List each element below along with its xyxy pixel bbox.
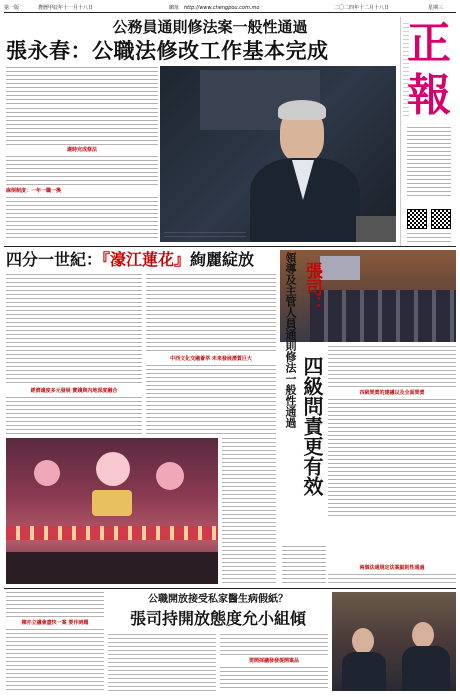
bottom-body-mid-1 bbox=[108, 634, 216, 691]
site-label: 網址 bbox=[169, 5, 180, 11]
lead-body-3 bbox=[6, 197, 158, 241]
right-feature-body-3 bbox=[282, 546, 326, 584]
right-feature-headline: 四級問責更有效 bbox=[300, 356, 324, 496]
bottom-body-left-2 bbox=[6, 629, 104, 691]
official-1-suit bbox=[342, 652, 386, 691]
lead-subhead-2: 麻倒制度：一年一職一換 bbox=[6, 188, 62, 194]
feature-col-2 bbox=[146, 274, 276, 354]
issue-date: 二〇二四年十二月十八日 bbox=[334, 5, 390, 11]
feature-subhead-1: 經濟適度多元發展 實踐與內地深度融合 bbox=[30, 388, 118, 394]
bottom-body-left bbox=[6, 592, 104, 618]
weekday: 星期三 bbox=[428, 5, 444, 11]
assembly-screen bbox=[320, 256, 360, 280]
lead-subhead-1: 適時完成修法 bbox=[66, 147, 97, 153]
qr-captions bbox=[407, 233, 451, 245]
official-1 bbox=[352, 628, 374, 654]
banner-25 bbox=[92, 490, 132, 516]
feature-caption: 中西文化交融薈萃 未來發展潛質巨大 bbox=[170, 356, 252, 362]
lead-kicker: 公務員通則修法案一般性通過 bbox=[112, 18, 308, 36]
crowd bbox=[6, 552, 218, 584]
feature-headline-pre: 四分一世紀： bbox=[6, 250, 103, 269]
lead-body-2 bbox=[6, 156, 158, 186]
lunar-date: 農曆甲辰年十一月十八日 bbox=[38, 5, 94, 11]
bottom-subhead-1: 陳亦立議會盡快一案 要作詞題 bbox=[21, 620, 89, 626]
right-feature-body-2 bbox=[328, 399, 456, 519]
right-feature-subhead-2: 兩個法通規定法案細則性通過 bbox=[359, 565, 425, 571]
photo-caption bbox=[164, 232, 246, 240]
qr-code-2[interactable] bbox=[431, 209, 451, 229]
lead-headline: 張永春：公職法修改工作基本完成 bbox=[6, 39, 329, 63]
lantern-2 bbox=[96, 452, 130, 486]
logo-char-zheng: 正 bbox=[407, 18, 451, 69]
lantern-1 bbox=[34, 460, 60, 486]
desk-mic bbox=[356, 216, 396, 242]
lantern-3 bbox=[156, 462, 184, 490]
lantern-row bbox=[6, 526, 218, 540]
bottom-subhead-2: 要開採議發發提開案品 bbox=[248, 658, 299, 664]
bottom-headline: 張司持開放態度允小組傾 bbox=[129, 609, 306, 628]
speaker-hair bbox=[278, 100, 326, 120]
right-feature-kicker: 領導及主管人員通則修法一般性通過 bbox=[284, 252, 297, 428]
right-feature-subhead-1: 四級問責的建議以及全面問責 bbox=[359, 390, 425, 396]
bottom-body-mid-2 bbox=[220, 634, 328, 656]
feature-col-2b bbox=[146, 365, 276, 435]
feature-col-1 bbox=[6, 274, 142, 386]
bottom-body-mid-3 bbox=[220, 667, 328, 691]
lead-body-1 bbox=[6, 108, 158, 146]
feature-photo-lanterns bbox=[6, 438, 218, 584]
official-2 bbox=[412, 622, 434, 648]
lead-photo-speaker bbox=[160, 66, 396, 242]
lead-intro bbox=[6, 67, 158, 105]
feature-col-3 bbox=[222, 438, 276, 584]
feature-col-1b bbox=[6, 397, 142, 435]
publisher-info bbox=[407, 127, 451, 197]
right-feature-body-1 bbox=[328, 346, 456, 388]
qr-code-1[interactable] bbox=[407, 209, 427, 229]
masthead-strip bbox=[4, 4, 456, 13]
right-feature-body-4 bbox=[328, 574, 456, 584]
official-2-suit bbox=[402, 646, 450, 691]
page-number: 第一版 bbox=[4, 5, 20, 11]
logo-side-text bbox=[403, 23, 409, 119]
section-divider-2 bbox=[4, 588, 456, 589]
bottom-photo-officials bbox=[332, 592, 456, 691]
feature-headline-mid: 『濠江蓮花』 bbox=[102, 250, 191, 269]
site-url[interactable]: http://www.chengpou.com.mo bbox=[184, 5, 260, 11]
assembly-desks bbox=[310, 290, 456, 342]
section-divider-1 bbox=[4, 246, 456, 247]
right-feature-name: 張司： bbox=[302, 262, 322, 313]
masthead-logo bbox=[400, 17, 456, 246]
feature-headline bbox=[6, 249, 296, 271]
logo-char-bao: 報 bbox=[407, 70, 451, 121]
bottom-kicker: 公職開放接受私家醫生病假紙？ bbox=[148, 594, 288, 605]
feature-headline-post: 絢麗綻放 bbox=[190, 250, 255, 269]
